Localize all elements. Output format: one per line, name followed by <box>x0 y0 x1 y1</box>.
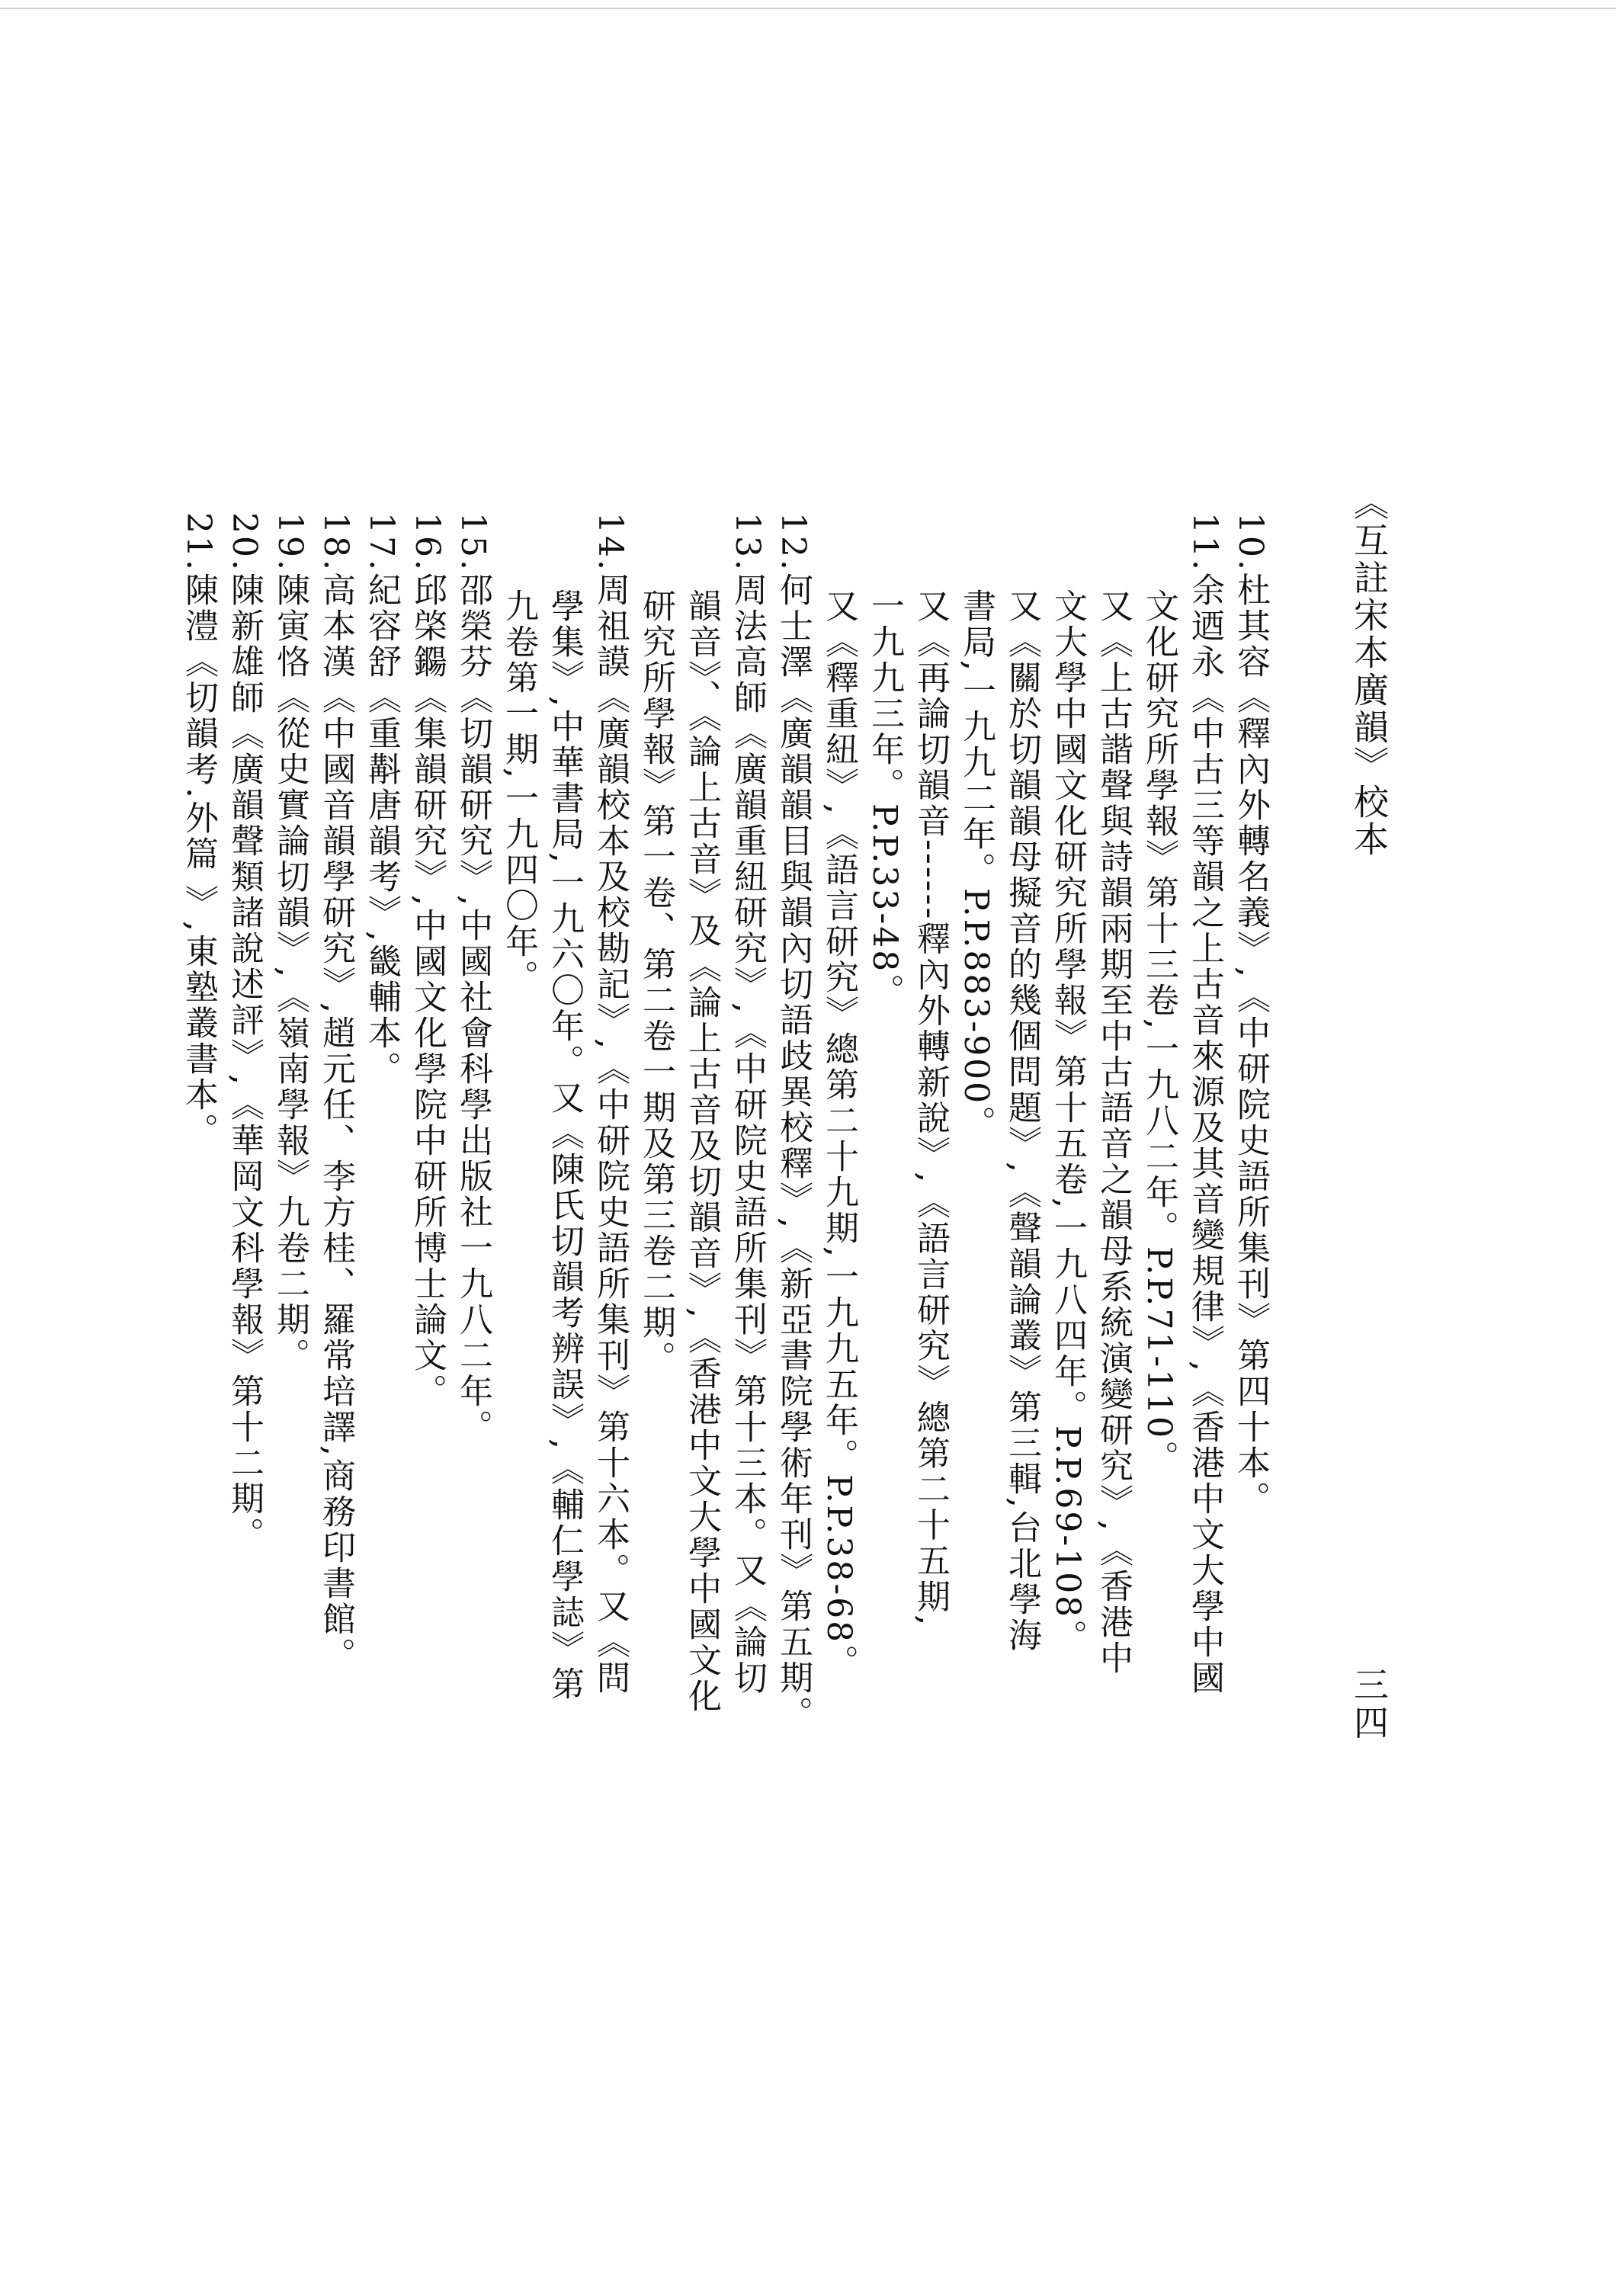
scan-edge-line <box>0 8 1616 9</box>
bibliography-entry-13: 13.周法高師《廣韻重紐研究》,《中研院史語所集刊》第十三本。又《論切 <box>728 512 767 1696</box>
bibliography-entry-14: 14.周祖謨《廣韻校本及校勘記》,《中研院史語所集刊》第十六本。又《問 <box>591 512 630 1696</box>
bibliography-entry-11-line-6: 書局,一九九二年。P.P.883-900。 <box>957 588 996 1142</box>
bibliography-entry-13-line-3: 研究所學報》第一卷、第二卷一期及第三卷二期。 <box>636 588 675 1377</box>
bibliography-entry-11-line-5: 又《關於切韻韻母擬音的幾個問題》,《聲韻論叢》第三輯,台北學海 <box>1002 588 1041 1653</box>
bibliography-entry-11-line-2: 文化研究所學報》第十三卷,一九八二年。P.P.71-110。 <box>1140 588 1178 1477</box>
bibliography-entry-11-line-8: 一九九三年。P.P.33-48。 <box>865 588 904 1010</box>
bibliography-entry-17: 17.紀容舒《重斠唐韻考》,畿輔本。 <box>362 512 401 1087</box>
running-title: 《互註宋本廣韻》校本 <box>1348 485 1390 858</box>
bibliography-entry-12: 12.何士澤《廣韻韻目與韻內切語歧異校釋》,《新亞書院學術年刊》第五期。 <box>774 512 813 1732</box>
bibliography-entry-11-line-4: 文大學中國文化研究所學報》第十五卷,一九八四年。P.P.69-108。 <box>1048 588 1087 1656</box>
bibliography-entry-11: 11.余迺永《中古三等韻之上古音來源及其音變規律》,《香港中文大學中國 <box>1185 512 1224 1696</box>
bibliography-entry-11-line-3: 又《上古諧聲與詩韻兩期至中古語音之韻母系統演變研究》,《香港中 <box>1094 588 1133 1676</box>
bibliography-entry-13-line-2: 韻音》、《論上古音》及《論上古音及切韻音》,《香港中文大學中國文化 <box>682 588 721 1714</box>
bibliography-entry-15: 15.邵榮芬《切韻研究》,中國社會科學出版社一九八二年。 <box>454 512 492 1445</box>
bibliography-entry-10: 10.杜其容《釋內外轉名義》,《中研院史語所集刊》第四十本。 <box>1231 512 1270 1517</box>
bibliography-entry-16: 16.邱棨鐊《集韻研究》,中國文化學院中研所博士論文。 <box>408 512 447 1409</box>
bibliography-list <box>175 512 1273 1846</box>
bibliography-entry-19: 19.陳寅恪《從史實論切韻》,《嶺南學報》九卷二期。 <box>271 512 309 1374</box>
bibliography-entry-20: 20.陳新雄師《廣韻聲類諸說述評》,《華岡文科學報》第十二期。 <box>225 512 264 1553</box>
bibliography-entry-11-line-9: 又《釋重紐》,《語言研究》總第二十九期,一九九五年。P.P.38-68。 <box>819 588 858 1681</box>
page-number: 三四 <box>1348 1666 1390 1743</box>
bibliography-entry-11-line-7: 又《再論切韻音------釋內外轉新說》,《語言研究》總第二十五期, <box>911 588 950 1628</box>
bibliography-entry-18: 18.高本漢《中國音韻學研究》,趙元任、李方桂、羅常培譯,商務印書館。 <box>316 512 355 1673</box>
bibliography-entry-14-line-3: 九卷第一期,一九四〇年。 <box>499 588 538 996</box>
bibliography-entry-14-line-2: 學集》,中華書局,一九六〇年。又《陳氏切韻考辨誤》,《輔仁學誌》第 <box>545 588 584 1702</box>
bibliography-entry-21: 21.陳澧《切韻考.外篇 》,東塾叢書本。 <box>179 512 218 1149</box>
